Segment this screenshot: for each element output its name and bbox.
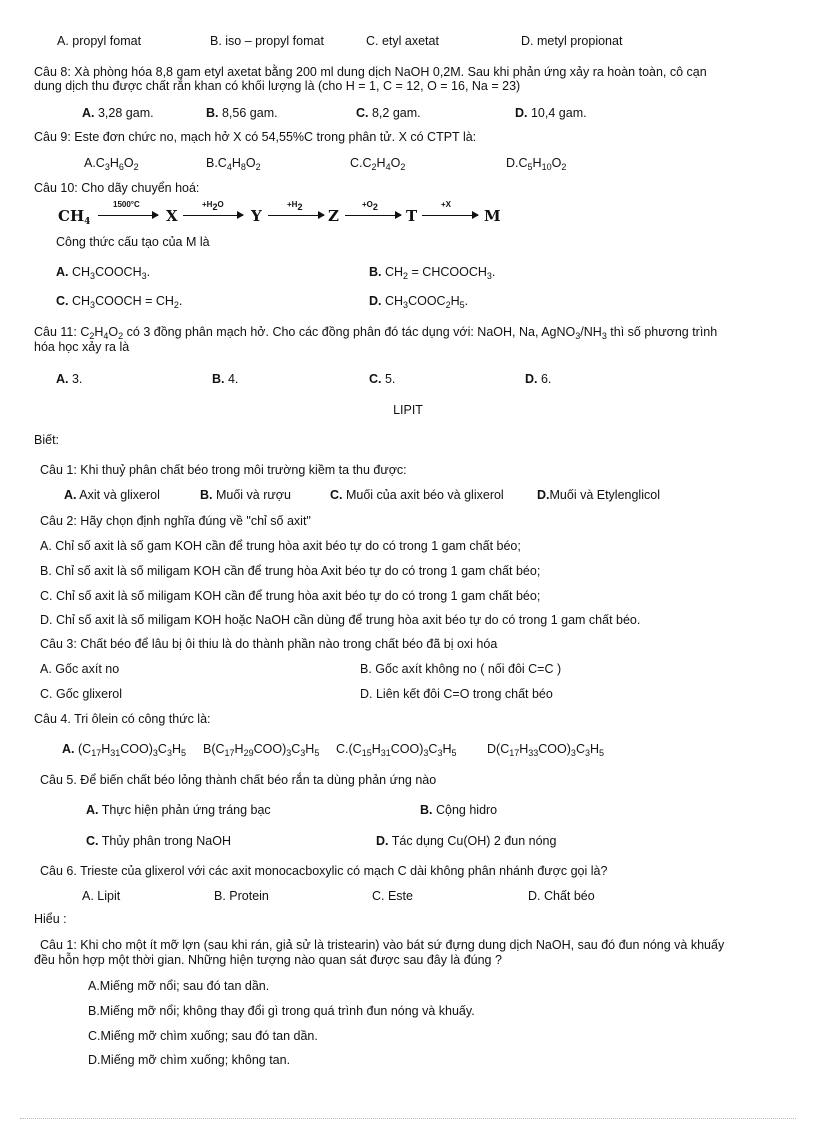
lipit-q1-option-d: D.Muối và Etylenglicol: [537, 488, 660, 502]
q11-stem-line2: hóa học xảy ra là: [34, 340, 130, 354]
q9-option-c: $C.C_2H_4O_2$: [350, 156, 406, 172]
hieu-q1-option-c: C.Miếng mỡ chìm xuống; sau đó tan dần.: [88, 1029, 318, 1043]
q10-stem: Câu 10: Cho dãy chuyển hoá:: [34, 181, 200, 195]
lipit-q4-option-b: $B(C_{17}H_{29}COO)_3C_3H_5$: [203, 742, 320, 758]
q10-prompt: Công thức cấu tạo của M là: [56, 235, 210, 249]
q11-option-b: B. 4.: [212, 372, 239, 386]
lipit-q3-option-a: A. Gốc axít no: [40, 662, 120, 676]
hieu-q1-option-a: A.Miếng mỡ nổi; sau đó tan dần.: [88, 979, 270, 993]
q7-option-a: A. propyl fomat: [57, 34, 142, 48]
chain-arrow-2: [183, 215, 243, 216]
chain-condition-3: $+H_2$: [287, 200, 303, 212]
lipit-q3-stem: Câu 3: Chất béo để lâu bị ôi thiu là do thành phần nào trong chất béo đã bị oxi hóa: [40, 637, 498, 651]
lipit-q6-option-d: D. Chất béo: [528, 889, 595, 903]
q7-option-c: C. etyl axetat: [366, 34, 439, 48]
chain-condition-4: $+O_2$: [362, 200, 378, 212]
lipit-q2-option-a: A. Chỉ số axit là số gam KOH cần để trung hòa axit béo tự do có trong 1 gam chất béo;: [40, 539, 521, 553]
chain-species-m: M: [484, 207, 501, 225]
chain-arrow-1: [98, 215, 158, 216]
chain-condition-2: $+H_2O$: [202, 200, 224, 212]
lipit-q2-stem: Câu 2: Hãy chọn định nghĩa đúng về "chỉ số axit": [40, 514, 311, 528]
q10-option-d: D. $CH_3COOC_2H_5$.: [369, 294, 469, 310]
q8-option-b: B. 8,56 gam.: [206, 106, 278, 120]
lipit-q6-option-c: C. Este: [372, 889, 413, 903]
lipit-q6-stem: Câu 6. Trieste của glixerol với các axit monocacboxylic có mạch C dài không phân nhánh được gọi là?: [40, 864, 608, 878]
lipit-q3-option-c: C. Gốc glixerol: [40, 687, 122, 701]
q9-option-d: $D.C_5H_{10}O_2$: [506, 156, 567, 172]
lipit-q1-option-c: C. Muối của axit béo và glixerol: [330, 488, 504, 502]
hieu-q1-option-b: B.Miếng mỡ nổi; không thay đổi gì trong quá trình đun nóng và khuấy.: [88, 1004, 475, 1018]
chain-species-z: Z: [328, 207, 339, 225]
lipit-q5-option-a: A. Thực hiện phản ứng tráng bạc: [86, 803, 271, 817]
chain-arrow-5: [422, 215, 478, 216]
q8-option-a: A. 3,28 gam.: [82, 106, 154, 120]
q9-stem: Câu 9: Este đơn chức no, mạch hở X có 54,55%C trong phân tử. X có CTPT là:: [34, 130, 477, 144]
q11-stem-line1: Câu 11: $C_2H_4O_2$ có 3 đồng phân mạch hở. Cho các đồng phân đó tác dụng với: NaOH, Na, $AgNO_3/NH_3$ thì số phương trình: [34, 325, 718, 341]
chain-species-y: Y: [251, 207, 262, 225]
lipit-q1-option-a: A. Axit và glixerol: [64, 488, 160, 502]
chain-species-x: X: [166, 207, 178, 225]
level-heading-hieu: Hiểu :: [34, 912, 67, 926]
lipit-q4-option-c: $C.(C_{15}H_{31}COO)_3C_3H_5$: [336, 742, 457, 758]
lipit-q6-option-a: A. Lipit: [82, 889, 121, 903]
q8-option-d: D. 10,4 gam.: [515, 106, 587, 120]
section-title: LIPIT: [393, 403, 423, 417]
lipit-q2-option-d: D. Chỉ số axit là số miligam KOH hoặc NaOH cần dùng để trung hòa axit béo tự do có trong 1 gam chất béo.: [40, 613, 641, 627]
q10-option-b: B. $CH_2$ = $CHCOOCH_3$.: [369, 265, 496, 281]
lipit-q6-option-b: B. Protein: [214, 889, 269, 903]
q8-option-c: C. 8,2 gam.: [356, 106, 421, 120]
lipit-q5-option-c: C. Thủy phân trong NaOH: [86, 834, 231, 848]
lipit-q3-option-d: D. Liên kết đôi C=O trong chất béo: [360, 687, 553, 701]
level-heading-biet: Biết:: [34, 433, 60, 447]
lipit-q1-option-b: B. Muối và rượu: [200, 488, 291, 502]
q10-option-a: A. $CH_3COOCH_3$.: [56, 265, 151, 281]
hieu-q1-stem-line1: Câu 1: Khi cho một ít mỡ lợn (sau khi rán, giả sử là tristearin) vào bát sứ đựng dung dịch NaOH, sau đó đun nóng và khuấy: [40, 938, 725, 952]
q10-option-c: C. $CH_3COOCH = CH_2$.: [56, 294, 183, 310]
q7-option-b: B. iso – propyl fomat: [210, 34, 324, 48]
page-bottom-divider: [20, 1118, 796, 1119]
hieu-q1-option-d: D.Miếng mỡ chìm xuống; không tan.: [88, 1053, 291, 1067]
lipit-q1-stem: Câu 1: Khi thuỷ phân chất béo trong môi trường kiềm ta thu được:: [40, 463, 407, 477]
reaction-chain: [56, 200, 516, 230]
q8-stem-line1: Câu 8: Xà phòng hóa 8,8 gam etyl axetat bằng 200 ml dung dịch NaOH 0,2M. Sau khi phản ứng xảy ra hoàn toàn, cô cạn: [34, 65, 707, 79]
lipit-q5-option-b: B. Cộng hidro: [420, 803, 498, 817]
q7-option-d: D. metyl propionat: [521, 34, 623, 48]
lipit-q5-option-d: D. Tác dụng Cu(OH) 2 đun nóng: [376, 834, 557, 848]
lipit-q2-option-b: B. Chỉ số axit là số miligam KOH cần để trung hòa Axit béo tự do có trong 1 gam chất béo;: [40, 564, 541, 578]
q11-option-a: A. 3.: [56, 372, 83, 386]
lipit-q4-stem: Câu 4. Tri ôlein có công thức là:: [34, 712, 211, 726]
lipit-q2-option-c: C. Chỉ số axit là số miligam KOH cần để trung hòa axit béo tự do có trong 1 gam chất béo;: [40, 589, 541, 603]
lipit-q4-option-d: $D(C_{17}H_{33}COO)_3C_3H_5$: [487, 742, 605, 758]
q9-option-b: $B.C_4H_8O_2$: [206, 156, 261, 172]
q9-option-a: $A.C_3H_6O_2$: [84, 156, 139, 172]
q11-option-d: D. 6.: [525, 372, 552, 386]
lipit-q3-option-b: B. Gốc axít không no ( nối đôi C=C ): [360, 662, 562, 676]
hieu-q1-stem-line2: đều hỗn hợp một thời gian. Những hiện tượng nào quan sát được sau đây là đúng ?: [34, 953, 502, 967]
chain-arrow-3: [268, 215, 324, 216]
lipit-q4-option-a: A. $(C_{17}H_{31}COO)_3C_3H_5$: [62, 742, 186, 758]
chain-species-t: T: [406, 207, 418, 225]
q11-option-c: C. 5.: [369, 372, 396, 386]
q8-stem-line2: dung dịch thu được chất rắn khan có khối lượng là (cho H = 1, C = 12, O = 16, Na = 23): [34, 79, 521, 93]
chain-condition-1: 1500°C: [113, 200, 140, 209]
chain-arrow-4: [345, 215, 401, 216]
lipit-q5-stem: Câu 5. Để biến chất béo lỏng thành chất béo rắn ta dùng phản ứng nào: [40, 773, 437, 787]
chain-species-ch4: $CH_4$: [58, 207, 91, 227]
chain-condition-5: +X: [441, 200, 452, 209]
